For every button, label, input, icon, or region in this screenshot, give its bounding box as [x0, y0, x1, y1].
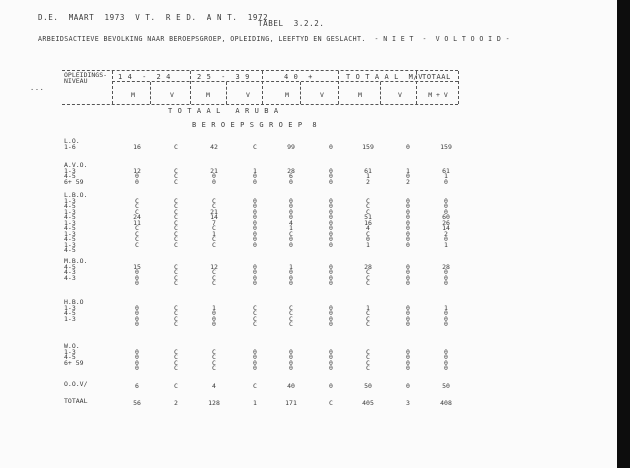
table-cell: 0 0 0 0 [329, 347, 333, 372]
table-cell: 61 1 2 [364, 166, 372, 186]
table-cell: 0 0 0 0 [406, 262, 410, 287]
table-cell: 28 C C C [364, 262, 372, 287]
table-cell: 0 0 0 [329, 166, 333, 186]
table-cell: 0 0 0 0 [406, 303, 410, 328]
header-rule-bottom [62, 104, 458, 105]
col-divider [380, 82, 381, 104]
table-cell: 0 0 0 0 [329, 303, 333, 328]
table-cell: 28 0 0 0 [442, 262, 450, 287]
table-cell: 50 [442, 382, 450, 390]
table-cell: C C C C [212, 347, 216, 372]
table-cell: 408 [440, 399, 452, 407]
table-cell: 0 0 0 0 [329, 262, 333, 287]
table-cell: 15 0 0 0 [133, 262, 141, 287]
table-cell: 61 1 0 [442, 166, 450, 186]
table-cell: 42 [210, 142, 218, 151]
table-cell: C [253, 382, 257, 390]
table-cell: 2 [174, 399, 178, 407]
col-divider [190, 71, 191, 104]
table-cell: C C C C [253, 303, 257, 328]
table-cell: 1 0 2 [406, 166, 410, 186]
col-divider [416, 71, 417, 104]
col-divider [112, 71, 113, 104]
header-rule-top [62, 70, 458, 71]
table-cell: C C C 24 11 C C C C [133, 196, 141, 249]
sub-header-v: V [398, 91, 402, 99]
table-cell: C [253, 142, 257, 151]
table-cell: 0 0 0 60 26 14 2 0 1 [442, 196, 450, 249]
table-cell: 0 0 0 0 0 0 0 0 0 [406, 196, 410, 249]
side-mark: ... [30, 84, 45, 92]
table-cell: 0 0 0 0 [289, 347, 293, 372]
table-cell: 28 6 0 [287, 166, 295, 186]
table-cell: C C C C [174, 303, 178, 328]
table-cell: 0 0 0 0 [253, 262, 257, 287]
table-cell: 12 0 0 [133, 166, 141, 186]
row-label: H.B.O 1-3 4-5 1-3 [64, 298, 84, 323]
table-cell: 0 0 0 0 [406, 347, 410, 372]
row-label: L.B.O. 1-3 4-5 1-3 4-5 1-3 4-5 1-3 4-5 1-3 4-5 [64, 191, 88, 254]
table-cell: 0 [406, 142, 410, 151]
row-label: O.O.V/ [64, 380, 88, 388]
table-cell: 40 [287, 382, 295, 390]
sub-header-mv: M + V [428, 91, 448, 99]
table-cell: 0 [406, 382, 410, 390]
table-cell: 16 [133, 142, 141, 151]
table-cell: 99 [287, 142, 295, 151]
table-cell: 12 C C C [210, 262, 218, 287]
col-group-40-plus: 4 0 + [284, 73, 313, 81]
row-label: M.B.O. 4-5 4-3 4-3 [64, 257, 88, 282]
row-label: TOTAAL [64, 397, 88, 405]
col-divider [262, 71, 263, 104]
sub-header-m: M [358, 91, 362, 99]
table-cell: 128 [208, 399, 220, 407]
column-stub-label: OPLEIDINGS- NIVEAU [64, 71, 108, 85]
col-group-25-39: 2 5 - 3 9 [197, 73, 250, 81]
table-cell: 0 0 0 0 4 1 C 0 0 [289, 196, 293, 249]
table-cell: 1 0 0 0 [289, 262, 293, 287]
scan-edge [617, 0, 630, 468]
table-cell: C [174, 142, 178, 151]
col-divider [338, 71, 339, 104]
col-divider [300, 82, 301, 104]
table-cell: C C C C [366, 347, 370, 372]
table-cell: 1 0 0 [253, 166, 257, 186]
table-cell: C C C C [174, 262, 178, 287]
table-cell: 405 [362, 399, 374, 407]
table-cell: 171 [285, 399, 297, 407]
table-cell: 0 0 0 0 0 0 0 0 0 [253, 196, 257, 249]
sub-header-m: M [285, 91, 289, 99]
sub-header-m: M [206, 91, 210, 99]
table-cell: 0 0 0 0 [135, 303, 139, 328]
table-cell: C C C [174, 166, 178, 186]
col-divider [226, 82, 227, 104]
table-cell: 0 0 0 0 0 0 0 0 0 [329, 196, 333, 249]
col-divider [458, 71, 459, 104]
table-number: TABEL 3.2.2. [258, 19, 325, 28]
table-title: ARBEIDSACTIEVE BEVOLKING NAAR BEROEPSGROEP, OPLEIDING, LEEFTYD EN GESLACHT. - N I E T - V O L T O O I D - [38, 35, 510, 43]
table-cell: C C C C [174, 347, 178, 372]
col-group-totaal-mv: T O T A A L M/V [346, 73, 424, 81]
table-cell: 159 [362, 142, 374, 151]
table-cell: C C C C [289, 303, 293, 328]
table-cell: 0 0 0 0 [253, 347, 257, 372]
col-divider [150, 82, 151, 104]
area-heading: T O T A A L A R U B A [168, 107, 279, 115]
table-cell: 56 [133, 399, 141, 407]
table-cell: 1 0 0 0 [444, 303, 448, 328]
table-cell: C C C C C C C C C [174, 196, 178, 249]
sub-header-m: M [131, 91, 135, 99]
col-group-14-24: 1 4 - 2 4 [118, 73, 171, 81]
header-rule-mid [112, 81, 458, 82]
row-label: A.V.O. 1-3 4-5 6+ 59 [64, 161, 88, 186]
sub-header-v: V [170, 91, 174, 99]
table-cell: 3 [406, 399, 410, 407]
table-cell: 50 [364, 382, 372, 390]
table-cell: 1 0 0 0 [212, 303, 216, 328]
sub-header-v: V [320, 91, 324, 99]
table-cell: 4 [212, 382, 216, 390]
table-cell: 0 [329, 382, 333, 390]
table-cell: C [329, 399, 333, 407]
col-group-totaal: TOTAAL [422, 73, 451, 81]
source-line: D.E. MAART 1973 V T. R E D. A N T. 1972 [38, 13, 269, 22]
sub-header-v: V [246, 91, 250, 99]
table-cell: 1 [253, 399, 257, 407]
row-label: W.O. 1-3 4-5 6+ 59 [64, 342, 84, 367]
table-cell: 0 0 0 0 [444, 347, 448, 372]
table-cell: 6 [135, 382, 139, 390]
row-label: L.O. 1-6 [64, 137, 80, 151]
table-cell: 159 [440, 142, 452, 151]
table-cell: C C 21 14 7 C 1 C C [210, 196, 218, 249]
table-cell: 0 0 0 0 [135, 347, 139, 372]
table-cell: 21 0 0 [210, 166, 218, 186]
table-cell: C [174, 382, 178, 390]
table-cell: 1 C C C [366, 303, 370, 328]
group-heading: B E R O E P S G R O E P 8 [192, 121, 318, 129]
table-cell: C C C 51 16 4 C 0 1 [364, 196, 372, 249]
table-cell: 0 [329, 142, 333, 151]
